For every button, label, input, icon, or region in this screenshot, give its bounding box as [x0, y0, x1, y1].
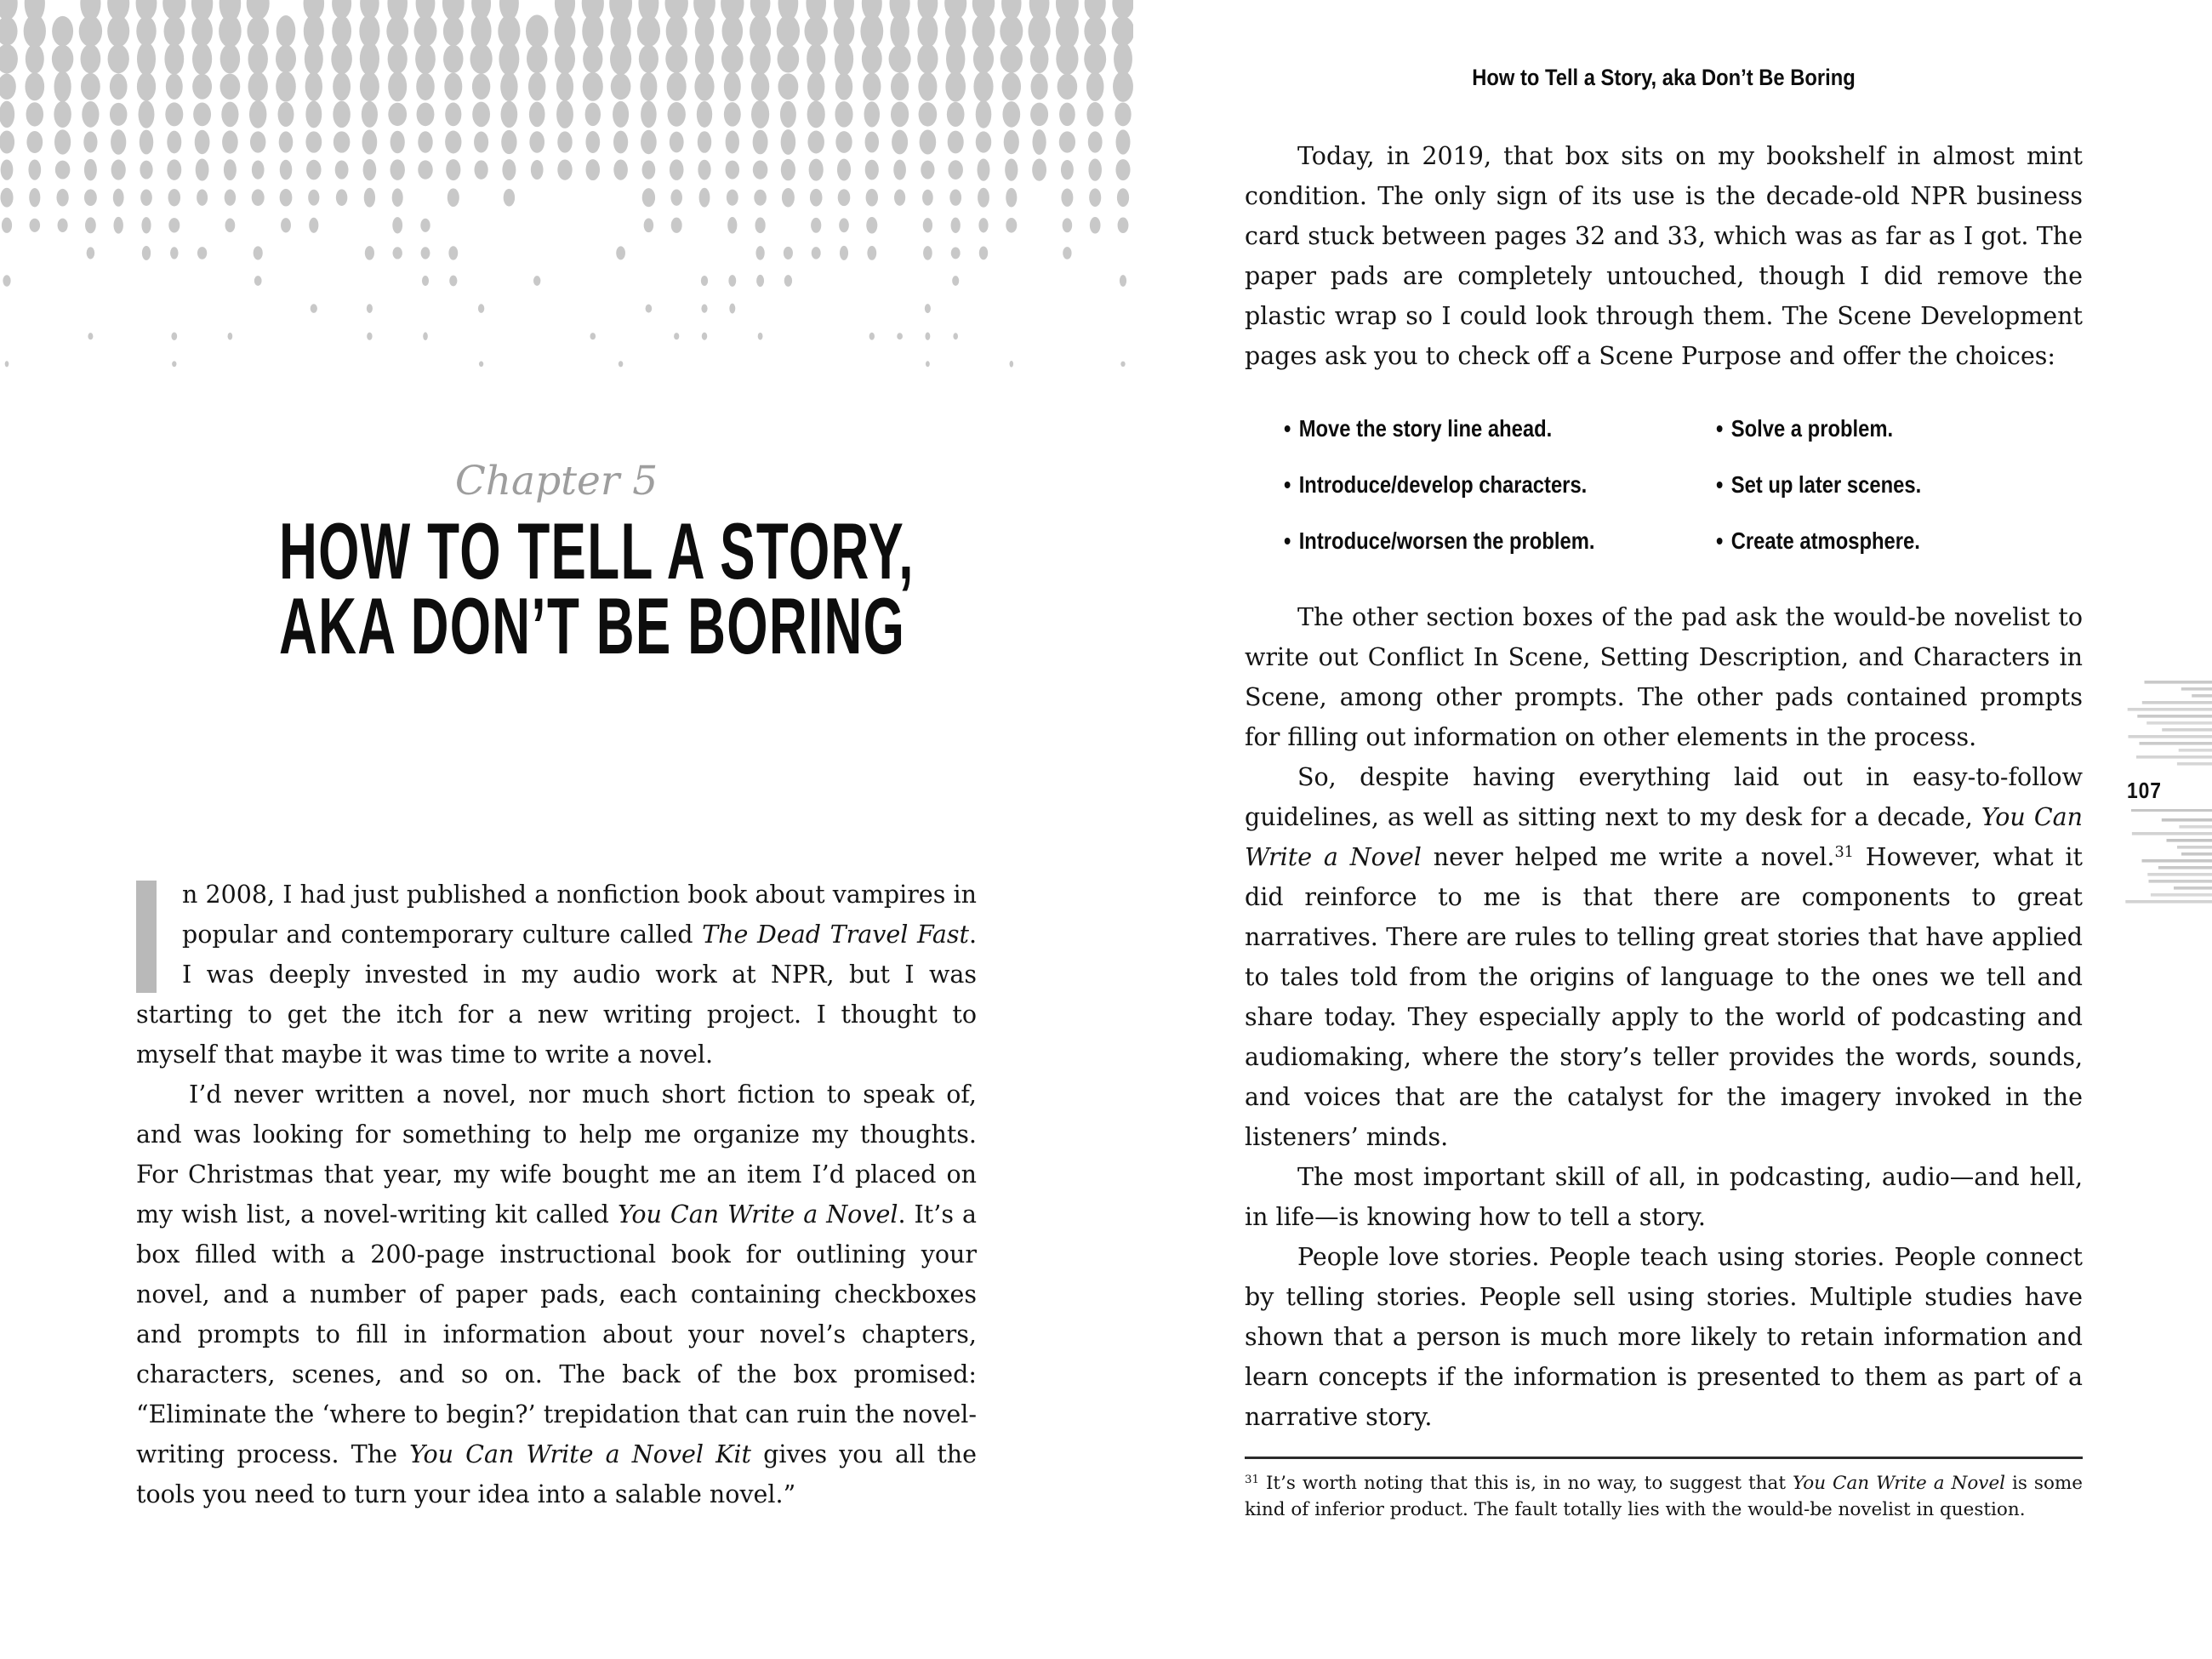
- bullet-icon: •: [1716, 527, 1724, 554]
- list-item-label: Create atmosphere.: [1730, 527, 1921, 554]
- paragraph: Today, in 2019, that box sits on my bookshelf in almost mint condition. The only sign of its use is the decade-old NPR business card stuck between pages 32 and 33, which was as far as I got. The paper pads are completely untouched, though I did remove the plastic wrap so I could look through them. The Scene Development pages ask you to check off a Scene Purpose and offer the choices:: [1245, 142, 2083, 370]
- footnote-section: [1245, 1457, 2083, 1523]
- list-item-label: Solve a problem.: [1730, 415, 1894, 442]
- left-page: [136, 0, 977, 1659]
- list-item: [1284, 524, 1651, 558]
- right-page-body: [1245, 136, 2083, 1437]
- chapter-label: Chapter 5: [454, 458, 658, 505]
- list-item-label: Set up later scenes.: [1730, 471, 1922, 498]
- paragraph-opening: [136, 875, 977, 1075]
- bullet-icon: •: [1284, 471, 1291, 498]
- paragraph-text: n 2008, I had just published a nonfiction book about vampires in popular and contemporary culture called The Dead Travel Fast. I was deeply invested in my audio work at NPR, but I was starting to get the itch for a new writing project. I thought to myself that maybe it was time to write a novel.: [136, 881, 977, 1069]
- dropcap-letter-i: [136, 881, 157, 993]
- list-item-label: Introduce/worsen the problem.: [1298, 527, 1595, 554]
- list-item: [1716, 524, 2027, 558]
- list-item: [1716, 412, 2027, 446]
- list-item-label: Introduce/develop characters.: [1298, 471, 1588, 498]
- paragraph: The most important skill of all, in podcasting, audio—and hell, in life—is knowing how to tell a story.: [1245, 1163, 2083, 1231]
- right-page: [1245, 0, 2083, 1659]
- footnote-text: $^{31}$ It’s worth noting that this is, in no way, to suggest that You Can Write a Novel is some kind of inferior product. The fault totally lies with the would-be novelist in question.: [1245, 1473, 2084, 1520]
- list-item: [1716, 468, 2027, 502]
- bullet-icon: •: [1284, 527, 1291, 554]
- left-page-body: [136, 875, 977, 1514]
- scene-purpose-list: [1284, 412, 2083, 558]
- bullet-icon: •: [1716, 471, 1724, 498]
- list-item-label: Move the story line ahead.: [1298, 415, 1553, 442]
- paragraph: I’d never written a novel, nor much short fiction to speak of, and was looking for something to help me organize my thoughts. For Christmas that year, my wife bought me an item I’d placed on my wish list, a novel-writing kit called You Can Write a Novel. It’s a box filled with a 200-page instructional book for outlining your novel, and a number of paper pads, each containing checkboxes and prompts to fill in information about your novel’s chapters, characters, scenes, and so on. The back of the box promised: “Eliminate the ‘where to begin?’ trepidation that can ruin the novel-writing process. The You Can Write a Novel Kit gives you all the tools you need to turn your idea into a salable novel.”: [136, 1080, 978, 1508]
- paragraph: So, despite having everything laid out in easy-to-follow guidelines, as well as sitting next to my desk for a decade, You Can Write a Novel never helped me write a novel.$^{31}$ However, what it did reinforce to me is that there are components to great narratives. There are rules to telling great stories that have applied to tales told from the origins of language to the ones we tell and share today. They especially apply to the world of podcasting and audiomaking, where the story’s teller provides the words, sounds, and voices that are the catalyst for the imagery invoked in the listeners’ minds.: [1245, 763, 2083, 1151]
- chapter-title-line-2: AKA DON’T BE BORING: [278, 581, 906, 670]
- paragraph: The other section boxes of the pad ask the would-be novelist to write out Conflict In Scene, Setting Description, and Characters in Scene, among other prompts. The other pads contained prompts for filling out information on other elements in the process.: [1245, 603, 2083, 751]
- running-header: How to Tell a Story, aka Don’t Be Boring: [1472, 65, 1856, 90]
- chapter-title-line-1: HOW TO TELL A STORY,: [278, 506, 915, 596]
- chapter-title: [278, 506, 915, 670]
- bullet-icon: •: [1284, 415, 1291, 442]
- bullet-icon: •: [1716, 415, 1724, 442]
- page-number: 107: [2127, 778, 2162, 803]
- list-item: [1284, 412, 1651, 446]
- list-item: [1284, 468, 1651, 502]
- paragraph: People love stories. People teach using stories. People connect by telling stories. People sell using stories. Multiple studies have shown that a person is much more likely to retain information and learn concepts if the information is presented to them as part of a narrative story.: [1245, 1243, 2083, 1431]
- waveform-decoration: [2117, 681, 2212, 910]
